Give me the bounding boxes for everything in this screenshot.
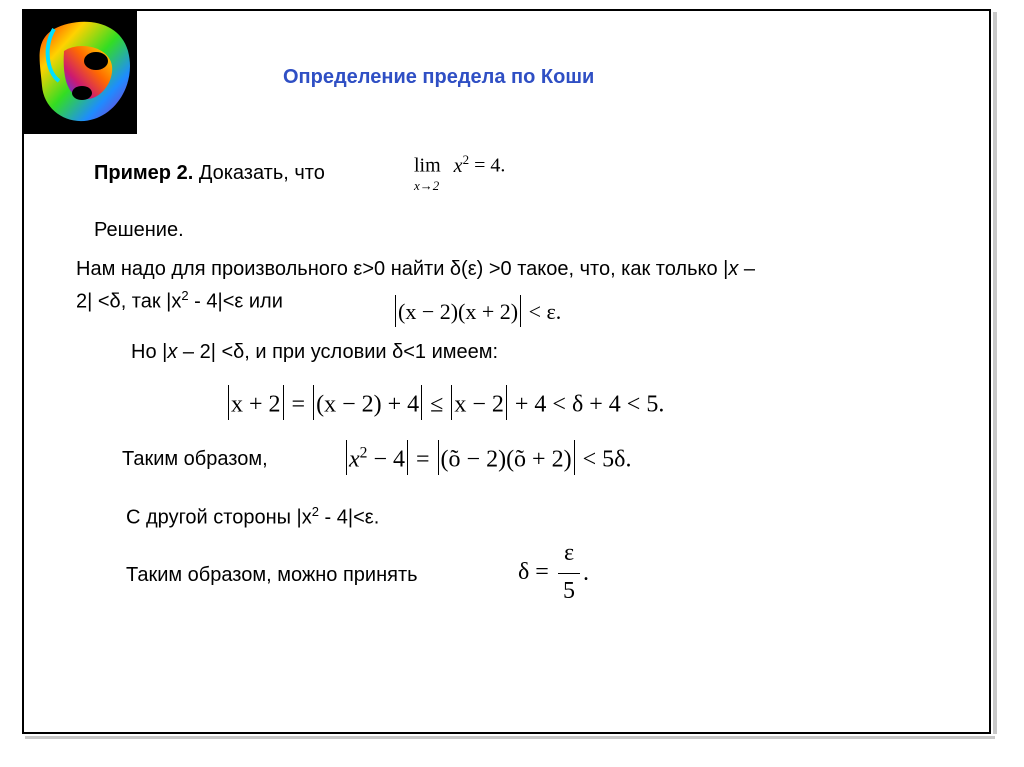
f2-b: = — [285, 391, 312, 418]
formula-thus — [344, 440, 631, 475]
condition-x: x — [167, 341, 178, 363]
paragraph-2-a: 2| <δ, так |x — [76, 290, 182, 313]
thus-label: Таким образом, — [122, 448, 268, 470]
paragraph-1-text: Нам надо для произвольного ε>0 найти δ(ε) >0 такое, что, как только | — [76, 258, 729, 280]
solution-label: Решение. — [94, 219, 184, 241]
slide-title: Определение предела по Коши — [283, 66, 595, 88]
f2-d: ≤ — [424, 391, 450, 418]
f3-x: x — [349, 446, 360, 473]
limit-formula — [414, 152, 506, 193]
f3-d: < 5δ. — [576, 446, 632, 473]
fraction-bar — [558, 573, 580, 574]
f2-e: x − 2 — [454, 391, 504, 418]
torus-logo-icon — [24, 11, 137, 134]
f2-c: (x − 2) + 4 — [316, 391, 420, 418]
slide-frame — [22, 9, 991, 734]
f3-b: = — [410, 446, 436, 473]
formula-product-tail: < ε. — [523, 299, 562, 325]
condition-b: – 2| <δ, и при условии δ<1 имеем: — [177, 341, 499, 363]
conclusion-label: Таким образом, можно принять — [126, 564, 418, 586]
frac-num: ε — [564, 540, 575, 566]
formula-estimate — [226, 385, 664, 420]
paragraph-2-b: - 4|<ε или — [188, 290, 283, 313]
paragraph-1-x: x — [728, 258, 739, 280]
other-side-exp: 2 — [311, 504, 319, 519]
lim-sub: x→2 — [414, 178, 440, 193]
frac-den: 5 — [563, 578, 575, 604]
example-label: Пример 2. — [94, 162, 194, 184]
other-side-b: - 4|<ε. — [319, 506, 380, 529]
formula-product — [393, 295, 561, 327]
slide-shadow-bottom — [25, 736, 995, 739]
paragraph-line-1 — [76, 258, 755, 281]
lim-word: lim — [414, 154, 441, 177]
frac-tail: . — [583, 560, 589, 586]
slide-shadow-right — [993, 12, 997, 734]
paragraph-2-exp: 2 — [181, 288, 189, 303]
other-side-line — [126, 504, 379, 530]
paragraph-1-end: – — [738, 258, 756, 280]
lim-rhs: = 4. — [474, 154, 506, 177]
paragraph-line-2 — [76, 288, 283, 314]
f2-f: + 4 < δ + 4 < 5. — [508, 391, 665, 418]
f3-exp: 2 — [359, 444, 368, 462]
delta-lhs: δ = — [518, 559, 549, 585]
f3-a: − 4 — [367, 446, 405, 473]
other-side-a: С другой стороны |x — [126, 506, 312, 529]
f3-c: (õ − 2)(õ + 2) — [440, 446, 572, 473]
lim-expr: x — [453, 154, 463, 177]
formula-product-body: (x − 2)(x + 2) — [398, 299, 519, 325]
example-text: Доказать, что — [198, 162, 325, 184]
example-line — [94, 162, 325, 185]
f2-a: x + 2 — [231, 391, 281, 418]
lim-exp: 2 — [462, 152, 470, 167]
condition-a: Но | — [131, 341, 168, 363]
condition-line — [131, 341, 498, 364]
